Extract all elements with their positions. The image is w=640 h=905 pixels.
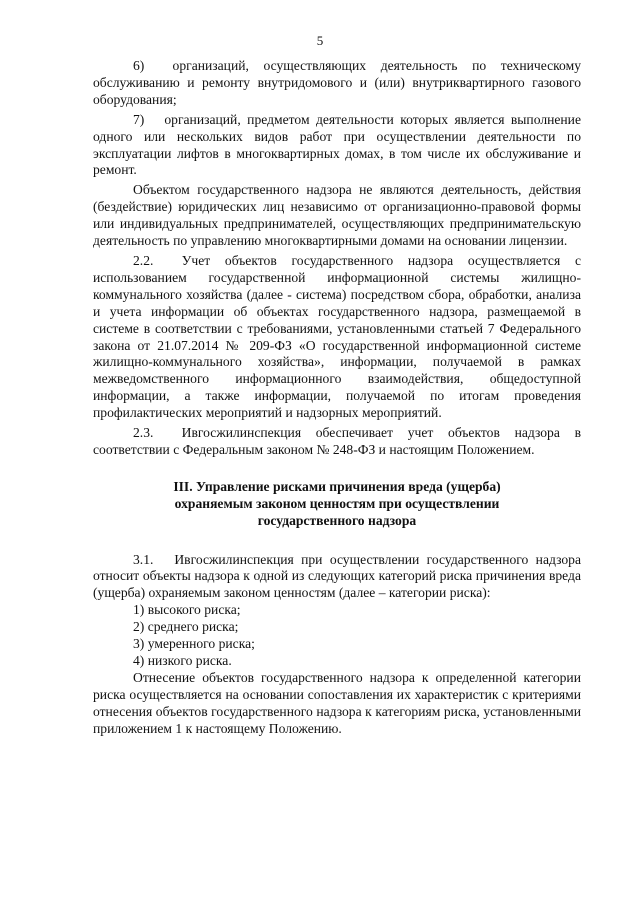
list-item: 4) низкого риска. xyxy=(133,653,232,668)
paragraph-2-2: 2.2. Учет объектов государственного надзора осуществляется с использованием государственной информационной системы жилищно-коммунального хозяйства (далее - система) посредством сбора, обработки, анализа и учета информации об объектах государственного надзора, размещаемой в системе в соответствии с требованиями, установленными статьей 7 Федерального закона от 21.07.2014 № 209-ФЗ «О государственной информационной системе жилищно-коммунального хозяйства», информации, получаемой в рамках межведомственного информационного взаимодействия, общедоступной информации, а также информации, получаемой по итогам проведения профилактических мероприятий и надзорных мероприятий. xyxy=(93,252,581,421)
section-heading-line-2: охраняемым законом ценностям при осуществлении xyxy=(174,495,500,511)
list-item: 3) умеренного риска; xyxy=(133,636,255,652)
paragraph-3-1: 3.1. Ивгосжилинспекция при осуществлении государственного надзора относит объекты надзора к одной из следующих категорий риска причинения вреда (ущерба) охраняемым законом ценностям (далее – категории риска): xyxy=(93,551,581,601)
section-heading-line-3: государственного надзора xyxy=(257,512,417,528)
page-number: 5 xyxy=(316,33,324,48)
paragraph-item-7: 7) организаций, предметом деятельности которых является выполнение одного или нескольких видов работ при осуществлении деятельности по эксплуатации лифтов в многоквартирных домах, в том числе их обслуживание и ремонт. xyxy=(93,111,581,178)
section-heading-line-1: III. Управление рисками причинения вреда (ущерба) xyxy=(173,478,501,494)
paragraph-supervision-exclusion: Объектом государственного надзора не являются деятельность, действия (бездействие) юридических лиц независимо от организационно-правовой формы или индивидуальных предпринимателей, осуществляющих предпринимательскую деятельность по управлению многоквартирными домами на основании лицензии. xyxy=(93,182,581,249)
paragraph-item-6: 6) организаций, осуществляющих деятельность по техническому обслуживанию и ремонту внутридомового и (или) внутриквартирного газового оборудования; xyxy=(93,58,581,107)
paragraph-risk-assignment: Отнесение объектов государственного надзора к определенной категории риска осуществляется на основании сопоставления их характеристик с критериями отнесения объектов государственного надзора к категориям риска, установленными приложением 1 к настоящему Положению. xyxy=(93,669,581,736)
paragraph-2-3: 2.3. Ивгосжилинспекция обеспечивает учет объектов надзора в соответствии с Федеральным законом № 248-ФЗ и настоящим Положением. xyxy=(93,425,581,457)
list-item: 2) среднего риска; xyxy=(133,619,239,635)
section-heading xyxy=(93,479,581,530)
list-item: 1) высокого риска; xyxy=(133,602,241,618)
document-body xyxy=(93,58,581,738)
risk-category-list xyxy=(93,602,581,670)
